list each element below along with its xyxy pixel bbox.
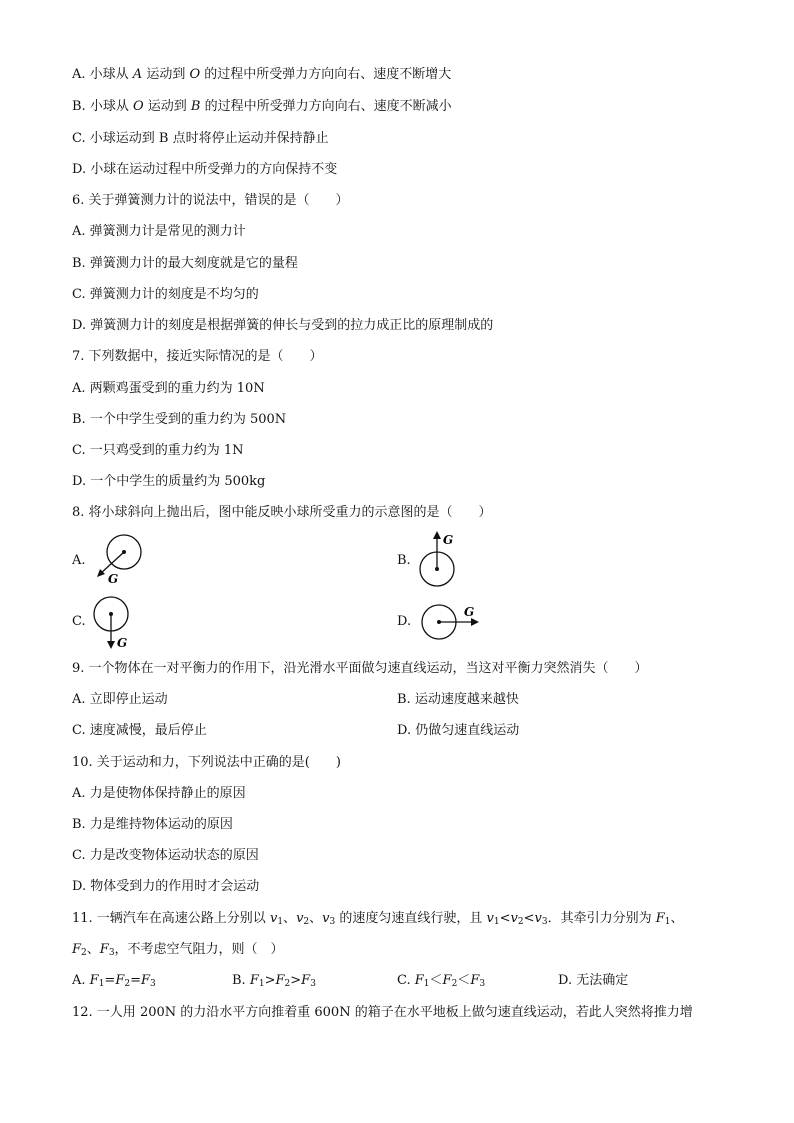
q6-stem: 6. 关于弹簧测力计的说法中，错误的是（ ） [72, 193, 349, 208]
q5-option-a: A. 小球从 A 运动到 O 的过程中所受弹力方向向右、速度不断增大 [72, 67, 452, 82]
force-label: G [443, 533, 454, 547]
q9-option-a: A. 立即停止运动 [72, 692, 168, 707]
q8-label-c: C. [72, 614, 86, 629]
q10-option-a: A. 力是使物体保持静止的原因 [72, 786, 246, 801]
q5-option-d: D. 小球在运动过程中所受弹力的方向保持不变 [72, 162, 338, 177]
q11-option-b: B. $F_1>F_2>F_3$ [232, 973, 316, 989]
q9-option-c: C. 速度减慢，最后停止 [72, 723, 207, 738]
q7-option-b: B. 一个中学生受到的重力约为 500N [72, 412, 287, 427]
q5-option-b: B. 小球从 O 运动到 B 的过程中所受弹力方向向右、速度不断减小 [72, 99, 452, 114]
arrow-head-icon [433, 531, 441, 539]
q6-option-a: A. 弹簧测力计是常见的测力计 [72, 224, 246, 239]
q11-stem-line1: 11. 一辆汽车在高速公路上分别以 $v_1$、$v_2$、$v_3$ 的速度匀速直线行驶，且 $v_1<v_2<v_3$．其牵引力分别为 $F_1$、 [72, 911, 684, 927]
q7-option-c: C. 一只鸡受到的重力约为 1N [72, 443, 244, 458]
q12-stem: 12. 一人用 200N 的力沿水平方向推着重 600N 的箱子在水平地板上做匀速直线运动，若此人突然将推力增 [72, 1005, 693, 1020]
force-label: G [108, 572, 119, 586]
q5-option-c: C. 小球运动到 B 点时将停止运动并保持静止 [72, 131, 329, 146]
arrow-head-icon [471, 618, 479, 626]
force-arrow-line [100, 552, 124, 574]
q11-option-c: C. $F_1<F_2<F_3$ [397, 973, 486, 989]
force-label: G [117, 636, 128, 650]
q11-option-d: D. 无法确定 [558, 973, 629, 988]
q10-stem: 10. 关于运动和力，下列说法中正确的是( ) [72, 755, 341, 770]
q8-label-b: B. [397, 553, 411, 568]
q8-diagram-a [88, 530, 152, 590]
q7-stem: 7. 下列数据中，接近实际情况的是（ ） [72, 349, 323, 364]
q11-stem-line2: $F_2$、$F_3$，不考虑空气阻力，则（ ） [72, 942, 284, 958]
q8-diagram-d [418, 600, 484, 642]
q8-label-a: A. [72, 553, 86, 568]
q7-option-a: A. 两颗鸡蛋受到的重力约为 10N [72, 381, 265, 396]
arrow-head-icon [107, 641, 115, 649]
q8-stem: 8. 将小球斜向上抛出后，图中能反映小球所受重力的示意图的是（ ） [72, 505, 492, 520]
q9-stem: 9. 一个物体在一对平衡力的作用下，沿光滑水平面做匀速直线运动，当这对平衡力突然消失（ ） [72, 661, 648, 676]
q11-option-a: A. $F_1=F_2=F_3$ [72, 973, 156, 989]
q6-option-b: B. 弹簧测力计的最大刻度就是它的量程 [72, 256, 298, 271]
q10-option-c: C. 力是改变物体运动状态的原因 [72, 848, 259, 863]
q7-option-d: D. 一个中学生的质量约为 500kg [72, 474, 266, 489]
q10-option-d: D. 物体受到力的作用时才会运动 [72, 879, 260, 894]
q10-option-b: B. 力是维持物体运动的原因 [72, 817, 233, 832]
q6-option-c: C. 弹簧测力计的刻度是不均匀的 [72, 287, 259, 302]
q8-diagram-b [412, 528, 472, 590]
force-label: G [464, 605, 475, 619]
q6-option-d: D. 弹簧测力计的刻度是根据弹簧的伸长与受到的拉力成正比的原理制成的 [72, 318, 494, 333]
q8-diagram-c [90, 594, 140, 654]
q8-label-d: D. [397, 614, 412, 629]
q9-option-b: B. 运动速度越来越快 [397, 692, 519, 707]
q9-option-d: D. 仍做匀速直线运动 [397, 723, 520, 738]
